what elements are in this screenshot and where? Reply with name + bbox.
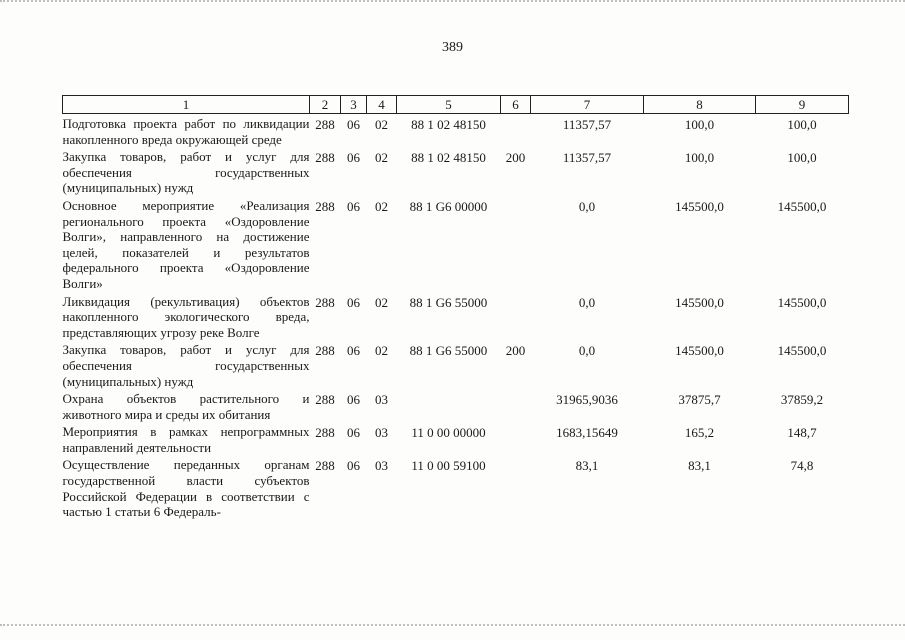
row-expense-type bbox=[501, 455, 531, 519]
row-admin-code: 288 bbox=[315, 294, 335, 310]
header-col-8: 8 bbox=[644, 96, 756, 114]
row-target-article: 88 1 02 48150 bbox=[411, 150, 486, 166]
row-admin-code: 288 bbox=[315, 198, 335, 214]
row-section: 06 bbox=[347, 343, 360, 359]
row-section: 06 bbox=[347, 294, 360, 310]
row-target-article: 88 1 G6 00000 bbox=[409, 198, 488, 214]
row-section: 06 bbox=[347, 392, 360, 408]
row-expense-type: 200 bbox=[505, 150, 526, 166]
row-name: Охрана объектов растительного и животного мира и среды их обитания bbox=[62, 391, 310, 422]
row-amount-col9: 145500,0 bbox=[777, 198, 827, 214]
page-top-edge bbox=[0, 0, 905, 12]
row-section: 06 bbox=[347, 425, 360, 441]
row-subsection: 02 bbox=[375, 294, 388, 310]
row-admin-code: 288 bbox=[315, 425, 335, 441]
row-expense-type: 200 bbox=[505, 343, 526, 359]
header-col-3: 3 bbox=[341, 96, 367, 114]
page-number: 389 bbox=[442, 40, 463, 55]
header-col-5: 5 bbox=[397, 96, 501, 114]
row-amount-col9: 100,0 bbox=[787, 150, 817, 166]
row-target-article: 11 0 00 59100 bbox=[411, 458, 486, 474]
row-subsection: 02 bbox=[375, 150, 388, 166]
row-name: Мероприятия в рамках непрограммных направлений деятельности bbox=[62, 424, 310, 455]
row-amount-col8: 37875,7 bbox=[678, 392, 721, 408]
row-amount-col7: 0,0 bbox=[578, 294, 596, 310]
row-section: 06 bbox=[347, 198, 360, 214]
row-name: Закупка товаров, работ и услуг для обеспечения государственных (муниципальных) нужд bbox=[62, 149, 310, 196]
row-amount-col8: 145500,0 bbox=[675, 198, 724, 214]
header-col-2: 2 bbox=[310, 96, 341, 114]
row-expense-type bbox=[501, 389, 531, 422]
row-amount-col9: 145500,0 bbox=[777, 343, 827, 359]
row-amount-col9: 74,8 bbox=[790, 458, 814, 474]
table-row bbox=[63, 340, 849, 389]
row-amount-col8: 100,0 bbox=[684, 150, 715, 166]
table-row bbox=[63, 292, 849, 341]
row-section: 06 bbox=[347, 150, 360, 166]
row-amount-col9: 145500,0 bbox=[777, 294, 827, 310]
row-subsection: 02 bbox=[375, 198, 388, 214]
row-target-article: 88 1 02 48150 bbox=[411, 117, 486, 132]
row-amount-col9: 37859,2 bbox=[780, 392, 824, 408]
row-admin-code: 288 bbox=[315, 117, 335, 132]
row-expense-type bbox=[501, 422, 531, 455]
page-bottom-edge bbox=[0, 624, 905, 634]
row-target-article: 88 1 G6 55000 bbox=[409, 294, 488, 310]
header-row bbox=[63, 96, 849, 114]
table-body bbox=[63, 114, 849, 520]
header-col-1: 1 bbox=[63, 96, 310, 114]
row-name: Закупка товаров, работ и услуг для обеспечения государственных (муниципальных) нужд bbox=[62, 342, 310, 389]
row-name: Ликвидация (рекультивация) объектов накопленного экологического вреда, представляющих угрозу реке Волге bbox=[62, 293, 310, 340]
row-section: 06 bbox=[347, 458, 360, 474]
row-target-article: 88 1 G6 55000 bbox=[409, 343, 488, 359]
row-subsection: 02 bbox=[375, 117, 388, 132]
budget-table bbox=[62, 95, 849, 520]
table-row bbox=[63, 147, 849, 196]
row-amount-col8: 100,0 bbox=[684, 117, 715, 132]
row-name: Основное мероприятие «Реализация регионального проекта «Оздоровление Волги», направленного на достижение целей, показателей и результатов федерального проекта «Оздоровление Волги» bbox=[62, 197, 310, 291]
table-header bbox=[63, 96, 849, 114]
table-row bbox=[63, 196, 849, 292]
row-amount-col8: 145500,0 bbox=[675, 294, 724, 310]
row-expense-type bbox=[501, 292, 531, 341]
header-col-7: 7 bbox=[531, 96, 644, 114]
row-admin-code: 288 bbox=[315, 150, 335, 166]
row-expense-type bbox=[501, 114, 531, 148]
row-amount-col8: 145500,0 bbox=[675, 343, 724, 359]
row-amount-col7: 83,1 bbox=[575, 458, 599, 474]
row-subsection: 03 bbox=[375, 425, 388, 441]
table-row bbox=[63, 422, 849, 455]
table-row bbox=[63, 114, 849, 148]
row-subsection: 02 bbox=[375, 343, 388, 359]
row-admin-code: 288 bbox=[315, 343, 335, 359]
row-amount-col7: 11357,57 bbox=[562, 117, 612, 132]
row-amount-col9: 148,7 bbox=[787, 425, 817, 441]
row-name: Подготовка проекта работ по ликвидации накопленного вреда окружающей среде bbox=[62, 116, 310, 147]
table-row bbox=[63, 455, 849, 519]
header-col-4: 4 bbox=[367, 96, 397, 114]
row-target-article: 11 0 00 00000 bbox=[411, 425, 486, 441]
row-amount-col9: 100,0 bbox=[787, 117, 817, 132]
row-amount-col7: 31965,9036 bbox=[556, 392, 618, 408]
row-section: 06 bbox=[347, 117, 360, 132]
row-amount-col7: 11357,57 bbox=[562, 150, 612, 166]
row-amount-col8: 165,2 bbox=[684, 425, 715, 441]
row-amount-col7: 0,0 bbox=[578, 198, 596, 214]
table-row bbox=[63, 389, 849, 422]
row-expense-type bbox=[501, 196, 531, 292]
header-col-9: 9 bbox=[756, 96, 849, 114]
row-subsection: 03 bbox=[375, 392, 388, 408]
row-admin-code: 288 bbox=[315, 392, 335, 408]
row-amount-col7: 0,0 bbox=[578, 343, 596, 359]
row-target-article bbox=[397, 389, 501, 422]
row-subsection: 03 bbox=[375, 458, 388, 474]
header-col-6: 6 bbox=[501, 96, 531, 114]
row-amount-col8: 83,1 bbox=[688, 458, 711, 474]
row-amount-col7: 1683,15649 bbox=[556, 425, 618, 441]
row-admin-code: 288 bbox=[315, 458, 335, 474]
row-name: Осуществление переданных органам государственной власти субъектов Российской Федерации в соответствии с частью 1 статьи 6 Федераль- bbox=[62, 457, 310, 520]
